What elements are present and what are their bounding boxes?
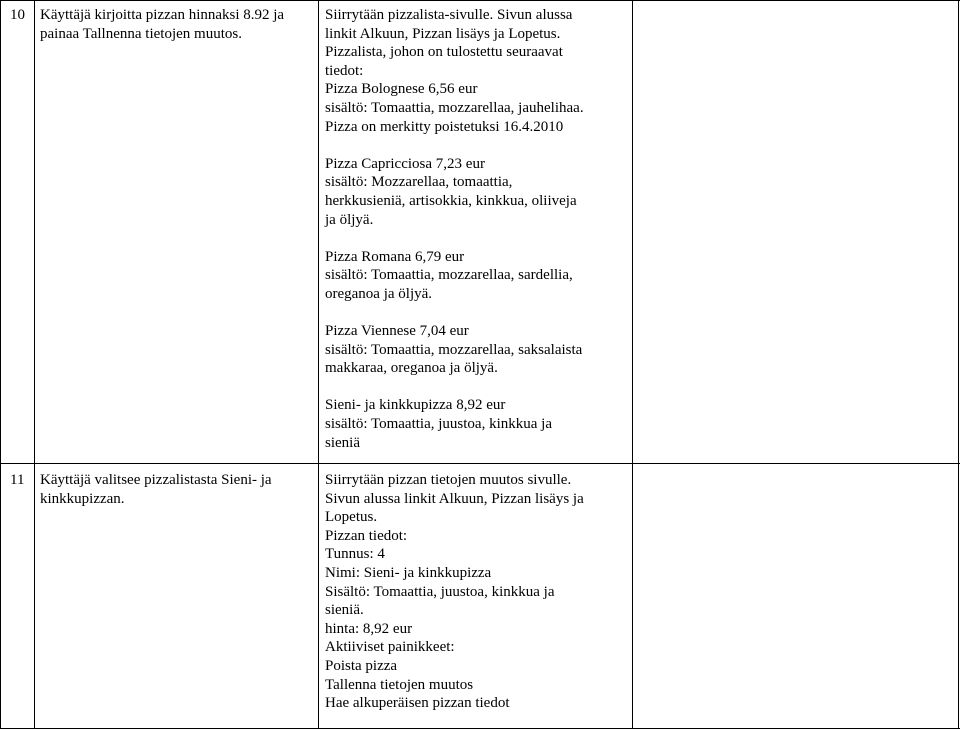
table-border-left: [0, 0, 1, 729]
result-line: Pizza Viennese 7,04 eur: [325, 323, 469, 340]
result-line: Tunnus: 4: [325, 546, 385, 563]
result-line: Sieni- ja kinkkupizza 8,92 eur: [325, 397, 506, 414]
result-line: Hae alkuperäisen pizzan tiedot: [325, 695, 510, 712]
result-line: sisältö: Mozzarellaa, tomaattia,: [325, 174, 513, 191]
step-number: 11: [10, 472, 25, 488]
column-divider-number: [34, 0, 35, 729]
result-line: linkit Alkuun, Pizzan lisäys ja Lopetus.: [325, 25, 561, 42]
result-line: sisältö: Tomaattia, juustoa, kinkkua ja: [325, 416, 552, 433]
result-paragraph: [325, 471, 584, 713]
result-line: Pizzan tiedot:: [325, 527, 408, 544]
step-expected-result: [325, 471, 584, 713]
action-line: Käyttäjä valitsee pizzalistasta Sieni- ja: [40, 472, 272, 488]
action-line: painaa Tallnenna tietojen muutos.: [40, 25, 242, 42]
result-line: sieniä: [325, 434, 360, 451]
result-line: makkaraa, oreganoa ja öljyä.: [325, 360, 498, 377]
column-divider-result: [632, 0, 633, 729]
row-divider: [0, 463, 960, 464]
result-paragraph: [325, 248, 584, 304]
result-line: Sivun alussa linkit Alkuun, Pizzan lisäys ja: [325, 490, 584, 507]
result-line: Pizza Romana 6,79 eur: [325, 248, 465, 265]
result-line: Pizza Capricciosa 7,23 eur: [325, 155, 485, 172]
table-border-bottom: [0, 728, 960, 729]
result-line: Poista pizza: [325, 657, 398, 674]
result-paragraph: [325, 155, 584, 229]
result-line: Pizza on merkitty poistetuksi 16.4.2010: [325, 118, 564, 135]
step-action: [40, 6, 284, 43]
table-border-top: [0, 0, 960, 1]
result-line: Siirrytään pizzan tietojen muutos sivulle.: [325, 472, 572, 488]
result-paragraph: [325, 322, 584, 378]
result-line: hinta: 8,92 eur: [325, 620, 413, 637]
result-paragraph: [325, 6, 584, 136]
step-number: 10: [10, 7, 25, 23]
result-paragraph: [325, 396, 584, 452]
result-line: ja öljyä.: [325, 211, 374, 228]
action-line: Käyttäjä kirjoitta pizzan hinnaksi 8.92 ja: [40, 7, 285, 23]
result-line: tiedot:: [325, 62, 364, 79]
result-line: Aktiiviset painikkeet:: [325, 639, 455, 656]
result-line: Pizza Bolognese 6,56 eur: [325, 81, 478, 98]
action-line: kinkkupizzan.: [40, 490, 125, 507]
result-line: sieniä.: [325, 602, 364, 619]
result-line: herkkusieniä, artisokkia, kinkkua, oliiveja: [325, 192, 577, 209]
step-expected-result: [325, 6, 584, 452]
result-line: Nimi: Sieni- ja kinkkupizza: [325, 564, 492, 581]
result-line: sisältö: Tomaattia, mozzarellaa, saksalaista: [325, 341, 583, 358]
result-line: Pizzalista, johon on tulostettu seuraavat: [325, 44, 563, 61]
table-border-right: [958, 0, 959, 729]
result-line: Siirrytään pizzalista-sivulle. Sivun alussa: [325, 7, 573, 23]
result-line: oreganoa ja öljyä.: [325, 285, 433, 302]
step-action: [40, 471, 272, 508]
result-line: Sisältö: Tomaattia, juustoa, kinkkua ja: [325, 583, 555, 600]
result-line: sisältö: Tomaattia, mozzarellaa, jauhelihaa.: [325, 99, 584, 116]
column-divider-action: [318, 0, 319, 729]
result-line: sisältö: Tomaattia, mozzarellaa, sardellia,: [325, 267, 573, 284]
result-line: Tallenna tietojen muutos: [325, 676, 474, 693]
result-line: Lopetus.: [325, 509, 378, 526]
